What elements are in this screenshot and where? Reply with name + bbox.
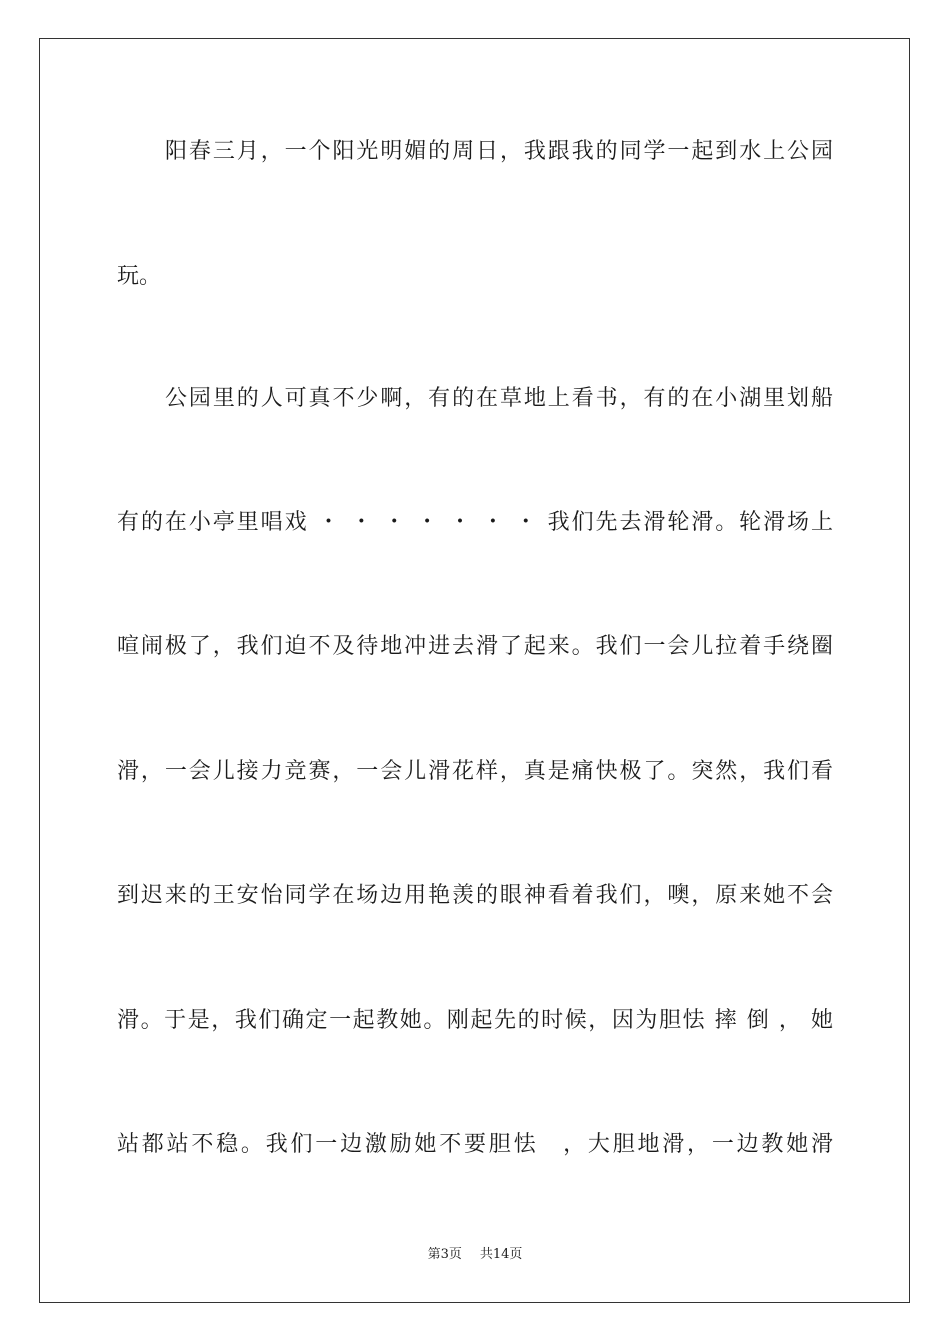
page-number: 第3页	[427, 1247, 462, 1262]
text-line-7: 到迟来的王安怡同学在场边用艳羡的眼神看着我们，噢，原来她不会	[117, 883, 833, 908]
text-line-6: 滑，一会儿接力竞赛，一会儿滑花样，真是痛快极了。突然，我们看	[117, 759, 833, 784]
text-line-3: 公园里的人可真不少啊，有的在草地上看书，有的在小湖里划船	[165, 386, 833, 411]
page-border	[39, 38, 910, 1303]
text-line-2: 玩。	[117, 264, 162, 289]
page-total: 共14页	[479, 1247, 523, 1262]
text-line-8: 滑。于是，我们确定一起教她。刚起先的时候，因为胆怯 摔 倒 ， 她	[117, 1008, 833, 1033]
text-line-1: 阳春三月，一个阳光明媚的周日，我跟我的同学一起到水上公园	[165, 139, 833, 164]
text-line-4: 有的在小亭里唱戏 ・ ・ ・ ・ ・ ・ ・ 我们先去滑轮滑。轮滑场上	[117, 510, 833, 535]
page-footer	[0, 1246, 950, 1264]
text-line-9: 站都站不稳。我们一边激励她不要胆怯 ，大胆地滑，一边教她滑	[117, 1132, 833, 1157]
text-line-5: 喧闹极了，我们迫不及待地冲进去滑了起来。我们一会儿拉着手绕圈	[117, 634, 833, 659]
